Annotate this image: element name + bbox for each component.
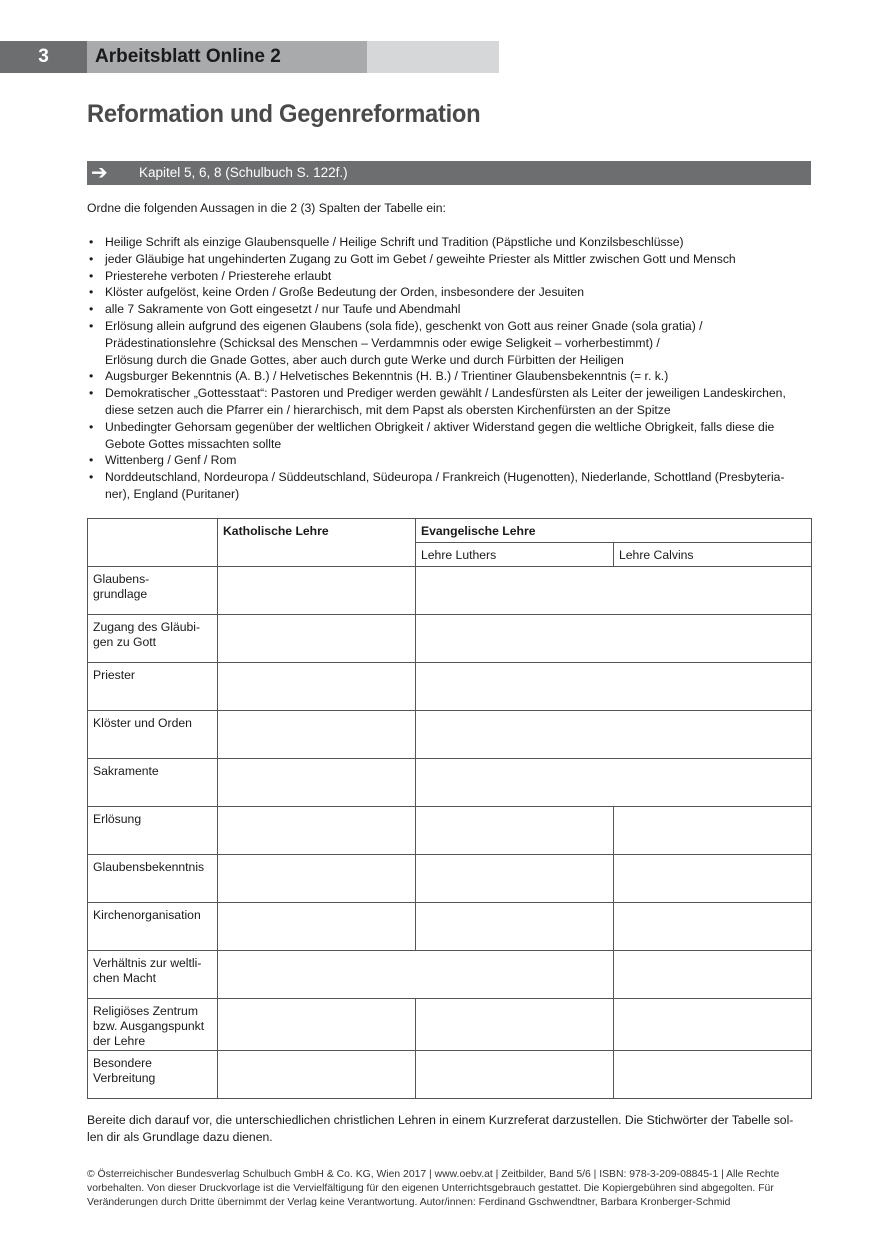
answer-cell-calvin[interactable] (614, 855, 812, 903)
table-row (88, 615, 812, 663)
table-row (88, 759, 812, 807)
row-label: Glaubensbekenntnis (88, 855, 218, 903)
list-item (87, 368, 813, 385)
column-header-calvin: Lehre Calvins (614, 543, 812, 567)
table-row (88, 855, 812, 903)
row-label: Zugang des Gläubi- gen zu Gott (88, 615, 218, 663)
arrow-right-icon: ➔ (91, 162, 108, 184)
answer-cell-katholisch-luther[interactable] (218, 951, 614, 999)
answer-cell-luther[interactable] (416, 807, 614, 855)
answer-cell-evangelisch[interactable] (416, 711, 812, 759)
row-label: Klöster und Orden (88, 711, 218, 759)
list-item-line: Augsburger Bekenntnis (A. B.) / Helvetisches Bekenntnis (H. B.) / Trientiner Glaubensbekenntnis (= r. k.) (105, 369, 669, 384)
table-corner-cell (88, 519, 218, 567)
statement-list (87, 234, 813, 503)
row-label: Religiöses Zentrum bzw. Ausgangspunkt der Lehre (88, 999, 218, 1051)
page-number: 3 (0, 41, 87, 73)
table-row (88, 999, 812, 1051)
list-item-line: Klöster aufgelöst, keine Orden / Große Bedeutung der Orden, insbesondere der Jesuiten (105, 285, 584, 300)
table-row (88, 951, 812, 999)
instruction-text: Ordne die folgenden Aussagen in die 2 (3) Spalten der Tabelle ein: (87, 201, 446, 215)
answer-cell-luther[interactable] (416, 999, 614, 1051)
list-item-line: diese setzen auch die Pfarrer ein / hierarchisch, mit dem Papst als obersten Kirchenfürsten an der Spitze (105, 402, 671, 417)
task-text: Bereite dich darauf vor, die unterschiedlichen christlichen Lehren in einem Kurzreferat darzustellen. Die Stichwörter der Tabelle sol- len dir als Grundlage dazu dienen. (87, 1113, 794, 1144)
list-item-line: ner), England (Puritaner) (105, 486, 240, 501)
answer-cell-katholisch[interactable] (218, 567, 416, 615)
row-label: Verhältnis zur weltli- chen Macht (88, 951, 218, 999)
table-row (88, 903, 812, 951)
header-accent-bar (367, 41, 499, 73)
column-header-evangelisch: Evangelische Lehre (416, 519, 812, 543)
list-item-line: Unbedingter Gehorsam gegenüber der weltlichen Obrigkeit / aktiver Widerstand gegen die weltliche Obrigkeit, falls diese die (105, 419, 775, 434)
worksheet-title: Arbeitsblatt Online 2 (87, 41, 367, 73)
comparison-table (87, 518, 812, 1099)
answer-cell-calvin[interactable] (614, 1051, 812, 1099)
list-item (87, 251, 813, 268)
chapter-label: Kapitel 5, 6, 8 (Schulbuch S. 122f.) (139, 165, 348, 180)
row-label: Glaubens- grundlage (88, 567, 218, 615)
list-item (87, 385, 813, 419)
table-row (88, 1051, 812, 1099)
table-row (88, 663, 812, 711)
table-row (88, 567, 812, 615)
list-item (87, 284, 813, 301)
answer-cell-katholisch[interactable] (218, 807, 416, 855)
list-item (87, 469, 813, 503)
answer-cell-calvin[interactable] (614, 807, 812, 855)
row-label: Besondere Verbreitung (88, 1051, 218, 1099)
row-label: Kirchenorganisation (88, 903, 218, 951)
answer-cell-evangelisch[interactable] (416, 615, 812, 663)
chapter-bar (87, 161, 811, 185)
answer-cell-evangelisch[interactable] (416, 567, 812, 615)
copyright-footer: © Österreichischer Bundesverlag Schulbuch GmbH & Co. KG, Wien 2017 | www.oebv.at | Zeitbilder, Band 5/6 | ISBN: 978-3-209-08845-1 | Alle Rechte vorbehalten. Von dieser Druckvorlage ist die Vervielfältigung für den eigenen Unterrichtsgebrauch gestattet. Die Kopiergebühren sind abgegolten. Für Veränderungen durch Dritte übernimmt der Verlag keine Verantwortung. Autor/innen: Ferdinand Gschwendtner, Barbara Kronberger-Schmid (87, 1169, 780, 1208)
row-label: Sakramente (88, 759, 218, 807)
list-item-line: Wittenberg / Genf / Rom (105, 453, 237, 468)
row-label: Erlösung (88, 807, 218, 855)
answer-cell-calvin[interactable] (614, 951, 812, 999)
list-item (87, 318, 813, 368)
answer-cell-katholisch[interactable] (218, 663, 416, 711)
list-item-line: Heilige Schrift als einzige Glaubensquelle / Heilige Schrift und Tradition (Päpstliche und Konzilsbeschlüsse) (105, 235, 684, 249)
answer-cell-katholisch[interactable] (218, 999, 416, 1051)
answer-cell-katholisch[interactable] (218, 759, 416, 807)
page-title: Reformation und Gegenreformation (87, 100, 481, 128)
answer-cell-luther[interactable] (416, 1051, 614, 1099)
answer-cell-katholisch[interactable] (218, 855, 416, 903)
list-item-line: jeder Gläubige hat ungehinderten Zugang zu Gott im Gebet / geweihte Priester als Mittler zwischen Gott und Mensch (105, 251, 736, 266)
list-item-line: Demokratischer „Gottesstaat“: Pastoren und Prediger werden gewählt / Landesfürsten als Leiter der jeweiligen Landeskirchen, (105, 386, 786, 401)
list-item (87, 419, 813, 453)
list-item-line: Erlösung allein aufgrund des eigenen Glaubens (sola fide), geschenkt von Gott aus reiner Gnade (sola gratia) / (105, 318, 703, 333)
table-row (88, 807, 812, 855)
answer-cell-katholisch[interactable] (218, 903, 416, 951)
list-item-line: Prädestinationslehre (Schicksal des Menschen – Verdammnis oder ewige Seligkeit – vorherbestimmt) / (105, 335, 660, 350)
list-item (87, 268, 813, 285)
list-item-line: alle 7 Sakramente von Gott eingesetzt / nur Taufe und Abendmahl (105, 302, 461, 317)
answer-cell-katholisch[interactable] (218, 711, 416, 759)
list-item-line: Priesterehe verboten / Priesterehe erlaubt (105, 268, 332, 283)
answer-cell-katholisch[interactable] (218, 615, 416, 663)
column-header-luther: Lehre Luthers (416, 543, 614, 567)
answer-cell-calvin[interactable] (614, 999, 812, 1051)
answer-cell-katholisch[interactable] (218, 1051, 416, 1099)
list-item (87, 452, 813, 469)
column-header-katholisch: Katholische Lehre (218, 519, 416, 567)
table-row (88, 711, 812, 759)
list-item-line: Norddeutschland, Nordeuropa / Süddeutschland, Südeuropa / Frankreich (Hugenotten), Niederlande, Schottland (Presbyteria- (105, 470, 785, 485)
answer-cell-evangelisch[interactable] (416, 759, 812, 807)
answer-cell-calvin[interactable] (614, 903, 812, 951)
answer-cell-evangelisch[interactable] (416, 663, 812, 711)
list-item (87, 301, 813, 318)
list-item-line: Erlösung durch die Gnade Gottes, aber auch durch gute Werke und durch Fürbitten der Heiligen (105, 352, 624, 367)
answer-cell-luther[interactable] (416, 855, 614, 903)
answer-cell-luther[interactable] (416, 903, 614, 951)
list-item (87, 234, 813, 251)
list-item-line: Gebote Gottes missachten sollte (105, 436, 282, 451)
row-label: Priester (88, 663, 218, 711)
